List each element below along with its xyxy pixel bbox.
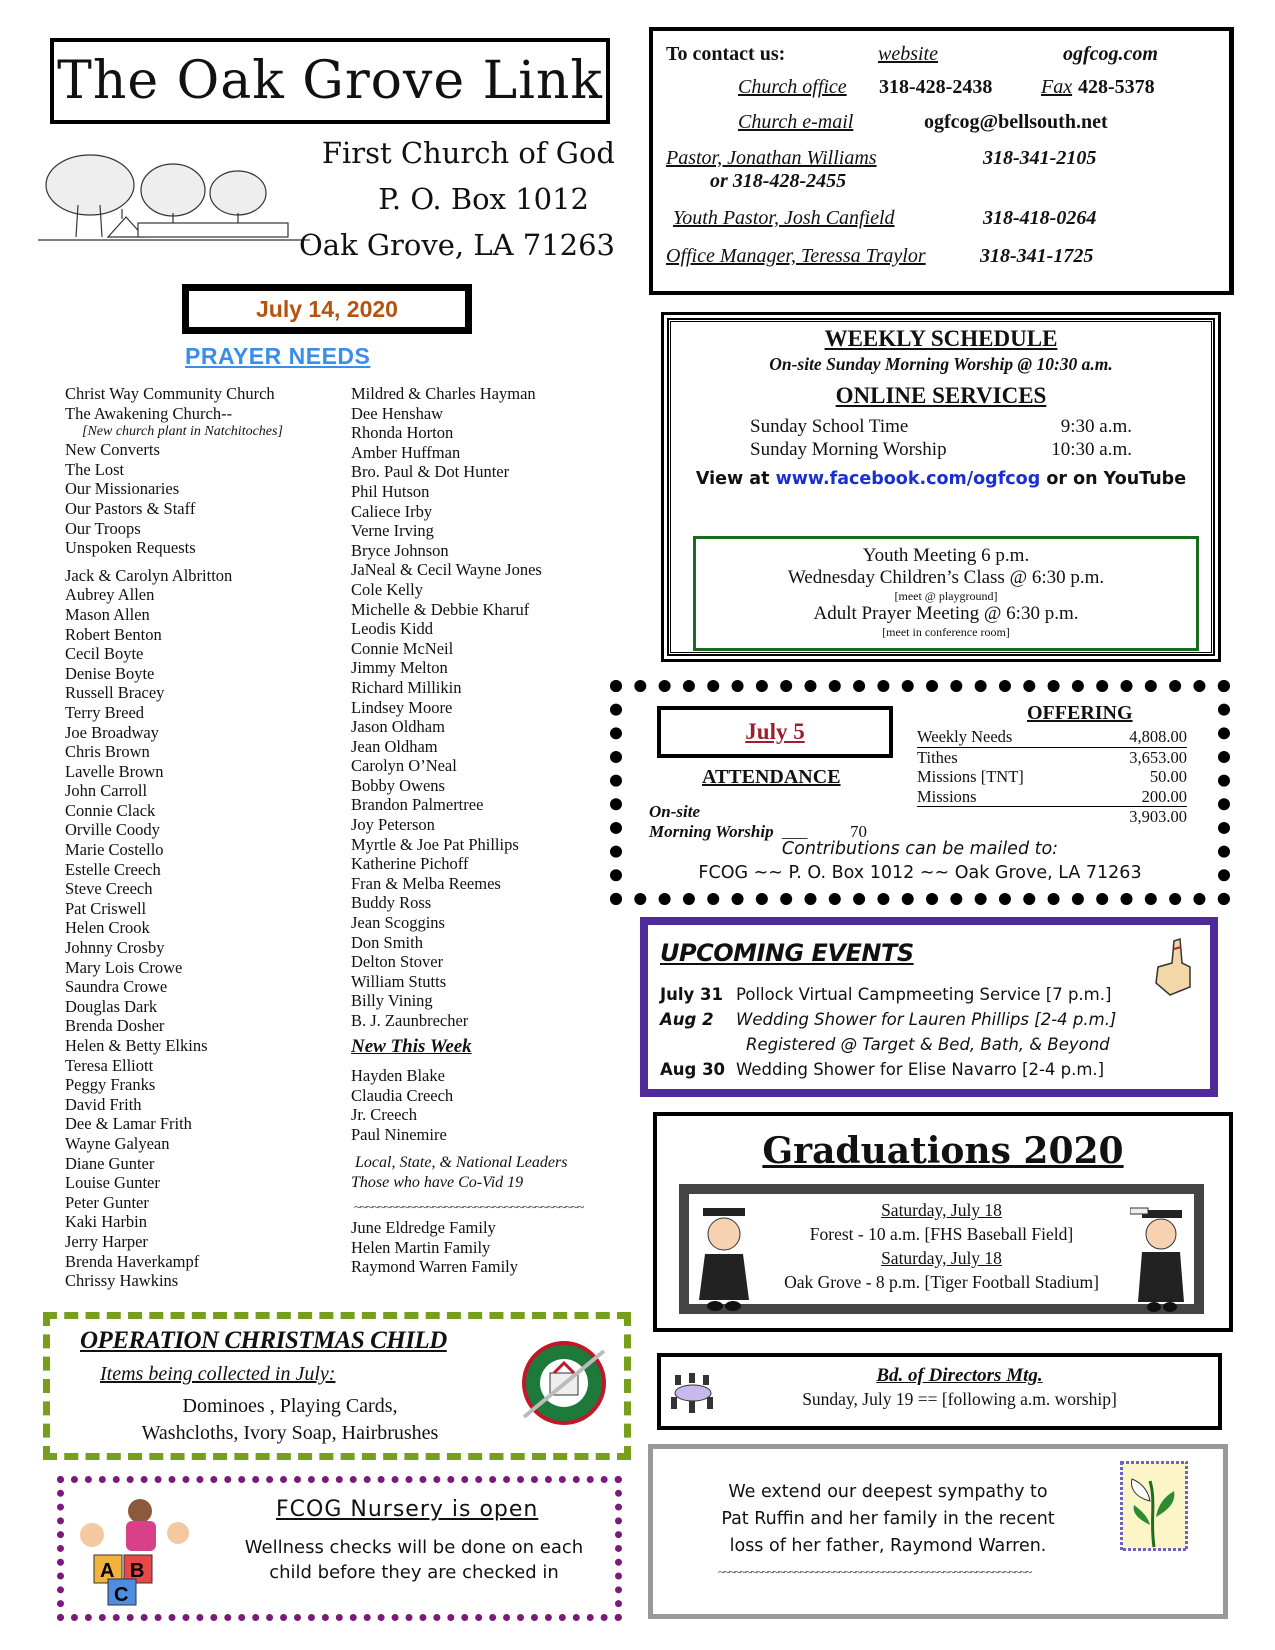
operation-christmas-child-box [43, 1312, 631, 1460]
list-item: Bobby Owens [351, 775, 445, 795]
contact-box [649, 27, 1234, 295]
youth-pastor-phone: 318-418-0264 [983, 207, 1097, 229]
list-item: Dee & Lamar Frith [65, 1114, 192, 1134]
list-item: Dee Henshaw [351, 403, 444, 423]
prayer-needs-title: PRAYER NEEDS [185, 343, 371, 369]
list-item: Teresa Elliott [65, 1055, 154, 1075]
list-item: Jr. Creech [351, 1105, 417, 1125]
list-item: Myrtle & Joe Pat Phillips [351, 834, 519, 854]
pointing-hand-icon [1144, 937, 1200, 999]
list-item: Russell Bracey [65, 683, 165, 703]
attendance-title: ATTENDANCE [702, 766, 841, 788]
list-item: Mason Allen [65, 604, 150, 624]
pastor-label: Pastor, Jonathan Williams [666, 147, 877, 169]
office-manager-label: Office Manager, Teressa Traylor [666, 245, 926, 267]
tilde-divider: ~~~~~~~~~~~~~~~~~~~~~~~~~~~~~~~~~~~~~~ [354, 1198, 584, 1214]
list-item: Orville Coody [65, 820, 160, 840]
list-item: JaNeal & Cecil Wayne Jones [351, 560, 542, 580]
list-item: Our Troops [65, 518, 141, 538]
event-item: Aug 2 Wedding Shower for Lauren Phillips [2-4 p.m.] [660, 1010, 1117, 1029]
service-time: 10:30 a.m. [1051, 439, 1132, 460]
list-item: Jack & Carolyn Albritton [65, 565, 233, 585]
graduation-oak-grove: Oak Grove - 8 p.m. [Tiger Football Stadium] [784, 1272, 1099, 1292]
service-name: Sunday Morning Worship [750, 439, 947, 460]
city-state-zip: Oak Grove, LA 71263 [299, 228, 615, 262]
board-meeting-title: Bd. of Directors Mtg. [876, 1365, 1043, 1386]
list-item: Michelle & Debbie Kharuf [351, 599, 530, 619]
adult-prayer-meeting: Adult Prayer Meeting @ 6:30 p.m. [813, 603, 1079, 624]
list-item: Unspoken Requests [65, 538, 196, 558]
list-item: Paul Ninemire [351, 1124, 447, 1144]
attendance-offering-box [610, 680, 1230, 905]
list-item: Katherine Pichoff [351, 854, 469, 874]
list-item: Marie Costello [65, 840, 164, 860]
list-item: The Awakening Church-- [65, 403, 233, 423]
nursery-message [224, 1535, 604, 1585]
view-online-line [671, 469, 1211, 489]
list-item: Lindsey Moore [351, 697, 453, 717]
list-item: Verne Irving [351, 521, 434, 541]
children-abc-blocks-icon [70, 1489, 200, 1609]
sympathy-line: loss of her father, Raymond Warren. [729, 1536, 1047, 1556]
mail-heading: Contributions can be mailed to: [781, 839, 1059, 859]
graduations-details [679, 1184, 1204, 1314]
list-item: Connie Clack [65, 800, 156, 820]
list-item: Cole Kelly [351, 579, 423, 599]
graduation-forest: Forest - 10 a.m. [FHS Baseball Field] [809, 1224, 1074, 1244]
occ-items-line: Dominoes , Playing Cards, [182, 1395, 398, 1417]
church-name: First Church of God [321, 136, 615, 170]
attendance-count: 70 [850, 822, 867, 841]
issue-date-box [182, 284, 472, 334]
list-item: Jerry Harper [65, 1231, 148, 1251]
list-item: Rhonda Horton [351, 423, 454, 443]
prayer-list-column-1 [65, 384, 345, 1291]
list-item: Local, State, & National Leaders [355, 1153, 568, 1171]
attendance-label-1: On-site [649, 802, 700, 821]
email-label: Church e-mail [738, 111, 854, 133]
online-services-list [671, 415, 1211, 461]
list-item: Raymond Warren Family [351, 1257, 519, 1277]
list-item: Peggy Franks [65, 1075, 156, 1095]
list-item: Jean Scoggins [351, 913, 445, 933]
office-label: Church office [738, 76, 847, 98]
list-item: Jason Oldham [351, 717, 445, 737]
list-item: Aubrey Allen [65, 585, 155, 605]
leaders-note [351, 1153, 616, 1193]
list-item: Cecil Boyte [65, 644, 144, 664]
youth-pastor-label: Youth Pastor, Josh Canfield [673, 207, 895, 229]
po-box: P. O. Box 1012 [378, 182, 589, 216]
fax-label: Fax [1041, 76, 1073, 98]
list-item: Estelle Creech [65, 859, 161, 879]
graduations-title: Graduations 2020 [762, 1130, 1124, 1172]
list-item: Johnny Crosby [65, 938, 165, 958]
event-item: July 31 Pollock Virtual Campmeeting Service [7 p.m.] [660, 985, 1112, 1004]
list-item: Hayden Blake [351, 1066, 445, 1086]
board-meeting-time: Sunday, July 19 == [following a.m. worship] [802, 1389, 1117, 1409]
list-item: Caliece Irby [351, 501, 433, 521]
graduation-date-1: Saturday, July 18 [881, 1200, 1002, 1220]
list-item-note: [New church plant in Natchitoches] [82, 424, 283, 440]
children-class: Wednesday Children’s Class @ 6:30 p.m. [787, 567, 1105, 588]
mail-address: FCOG ~~ P. O. Box 1012 ~~ Oak Grove, LA 71263 [698, 863, 1142, 883]
list-item: Mildred & Charles Hayman [351, 384, 536, 403]
church-address [295, 130, 615, 268]
list-item: Saundra Crowe [65, 977, 168, 997]
list-item: Kaki Harbin [65, 1212, 148, 1232]
attendance-date-box [657, 706, 893, 758]
occ-subtitle: Items being collected in July: [100, 1363, 336, 1385]
svg-text:A: A [100, 1560, 115, 1582]
nursery-title: FCOG Nursery is open [276, 1497, 539, 1522]
sympathy-line: We extend our deepest sympathy to [728, 1482, 1048, 1502]
list-item: Don Smith [351, 932, 423, 952]
list-item: Douglas Dark [65, 996, 158, 1016]
operation-christmas-child-logo-icon [518, 1337, 610, 1429]
church-trees-icon [38, 145, 310, 253]
website-link[interactable]: ogfcog.com [1063, 43, 1158, 65]
easter-lily-icon [1120, 1461, 1188, 1551]
list-item: The Lost [65, 459, 125, 479]
pastor-phone: 318-341-2105 [983, 147, 1097, 169]
new-this-week-heading: New This Week [351, 1035, 472, 1057]
prayer-list-column-2 [351, 384, 616, 1277]
tilde-divider: ~~~~~~~~~~~~~~~~~~~~~~~~~~~~~~~~~~~~~~~~~~~~~~~~~~~~~~~~~ [718, 1565, 1032, 1579]
list-item: Lavelle Brown [65, 761, 164, 781]
pastor-alt-phone: or 318-428-2455 [710, 170, 847, 192]
service-name: Sunday School Time [750, 416, 909, 437]
event-item: Aug 30 Wedding Shower for Elise Navarro [2-4 p.m.] [660, 1060, 1105, 1079]
list-item: Amber Huffman [351, 442, 461, 462]
list-item: Denise Boyte [65, 663, 155, 683]
nursery-line: child before they are checked in [269, 1562, 559, 1583]
attendance-leader: ___ [782, 822, 808, 841]
youth-meeting: Youth Meeting 6 p.m. [862, 545, 1030, 566]
masthead-title-box [50, 38, 610, 124]
offering-table [917, 727, 1187, 827]
fax-number: 428-5378 [1078, 76, 1155, 98]
list-item: Billy Vining [351, 991, 433, 1011]
issue-date: July 14, 2020 [256, 295, 398, 322]
list-item: Joy Peterson [351, 815, 435, 835]
upcoming-events-box [640, 917, 1218, 1097]
facebook-link[interactable]: www.facebook.com/ogfcog [775, 469, 1041, 489]
nursery-line: Wellness checks will be done on each [244, 1537, 584, 1558]
weekly-schedule-title: WEEKLY SCHEDULE [824, 326, 1058, 351]
list-item: Bro. Paul & Dot Hunter [351, 462, 510, 482]
children-class-note: [meet @ playground] [894, 589, 998, 603]
list-item: Peter Gunter [65, 1192, 149, 1212]
offering-row: Weekly Needs 4,808.00 [917, 727, 1187, 746]
list-item: Bryce Johnson [351, 540, 449, 560]
list-item: Jean Oldham [351, 736, 438, 756]
list-item: Steve Creech [65, 879, 153, 899]
list-item: Christ Way Community Church [65, 384, 275, 403]
svg-text:C: C [114, 1584, 129, 1606]
list-item: Richard Millikin [351, 677, 462, 697]
graduations-box [653, 1112, 1233, 1332]
list-item: Brandon Palmertree [351, 795, 484, 815]
list-item: B. J. Zaunbrecher [351, 1011, 469, 1030]
list-item: Wayne Galyean [65, 1133, 170, 1153]
list-item: Helen Crook [65, 918, 150, 938]
meeting-table-icon [667, 1371, 719, 1417]
list-item: Helen Martin Family [351, 1237, 491, 1257]
website-label: website [878, 43, 938, 65]
service-time: 9:30 a.m. [1060, 416, 1132, 437]
weekly-schedule-box [661, 312, 1221, 662]
list-item: Pat Criswell [65, 898, 147, 918]
list-item: Helen & Betty Elkins [65, 1036, 208, 1055]
list-item: June Eldredge Family [351, 1218, 496, 1238]
list-item: Fran & Melba Reemes [351, 873, 501, 893]
list-item: Chrissy Hawkins [65, 1271, 179, 1291]
list-item: Connie McNeil [351, 638, 454, 658]
graduate-girl-icon [695, 1204, 753, 1314]
list-item: Terry Breed [65, 702, 145, 722]
graduate-boy-icon [1130, 1204, 1188, 1314]
email-link[interactable]: ogfcog@bellsouth.net [924, 111, 1108, 133]
list-item: Chris Brown [65, 742, 150, 762]
list-item: Our Missionaries [65, 479, 180, 499]
view-prefix: View at [695, 469, 776, 489]
list-item: Brenda Dosher [65, 1016, 165, 1036]
list-item: Joe Broadway [65, 722, 159, 742]
midweek-box [693, 536, 1199, 651]
list-item: Jimmy Melton [351, 658, 448, 678]
list-item: Those who have Co-Vid 19 [351, 1173, 524, 1191]
sympathy-message [693, 1479, 1083, 1560]
list-item: Diane Gunter [65, 1153, 155, 1173]
list-item: Our Pastors & Staff [65, 498, 196, 518]
offering-title: OFFERING [1027, 702, 1133, 724]
office-manager-phone: 318-341-1725 [980, 245, 1094, 267]
sympathy-line: Pat Ruffin and her family in the recent [721, 1509, 1055, 1529]
occ-title: OPERATION CHRISTMAS CHILD [80, 1327, 447, 1354]
list-item: Robert Benton [65, 624, 162, 644]
attendance-date: July 5 [745, 719, 805, 744]
list-item: Leodis Kidd [351, 619, 434, 639]
list-item: John Carroll [65, 781, 148, 801]
occ-items-line: Washcloths, Ivory Soap, Hairbrushes [141, 1422, 439, 1444]
onsite-worship: On-site Sunday Morning Worship @ 10:30 a.m. [769, 354, 1113, 374]
nursery-box [57, 1476, 622, 1621]
list-item: Phil Hutson [351, 481, 430, 501]
adult-prayer-note: [meet in conference room] [882, 625, 1010, 639]
list-item: Carolyn O’Neal [351, 756, 457, 776]
event-note: Registered @ Target & Bed, Bath, & Beyond [746, 1035, 1110, 1054]
list-item: Buddy Ross [351, 893, 432, 913]
office-phone: 318-428-2438 [879, 76, 993, 98]
attendance-label-2: Morning Worship [649, 822, 774, 841]
list-item: Louise Gunter [65, 1173, 160, 1193]
offering-row: Missions 200.00 [917, 786, 1187, 806]
contact-heading: To contact us: [666, 43, 786, 65]
newsletter-title: The Oak Grove Link [57, 51, 603, 111]
list-item: New Converts [65, 440, 160, 460]
list-item: Brenda Haverkampf [65, 1251, 200, 1271]
upcoming-events-title: UPCOMING EVENTS [660, 939, 914, 967]
sympathy-box [648, 1444, 1228, 1619]
list-item: David Frith [65, 1094, 142, 1114]
list-item: Delton Stover [351, 952, 444, 972]
view-suffix: or on YouTube [1040, 469, 1187, 489]
svg-text:B: B [130, 1560, 145, 1582]
offering-row: Tithes 3,653.00 [917, 747, 1187, 767]
mail-contributions [622, 837, 1218, 885]
offering-total-row: 3,903.00 [1129, 807, 1187, 826]
online-services-title: ONLINE SERVICES [835, 383, 1047, 408]
graduation-date-2: Saturday, July 18 [881, 1248, 1002, 1268]
occ-items [90, 1393, 490, 1447]
list-item: William Stutts [351, 971, 447, 991]
board-meeting-box [657, 1353, 1222, 1430]
offering-row: Missions [TNT] 50.00 [917, 767, 1187, 786]
list-item: Mary Lois Crowe [65, 957, 183, 977]
list-item: Claudia Creech [351, 1085, 454, 1105]
